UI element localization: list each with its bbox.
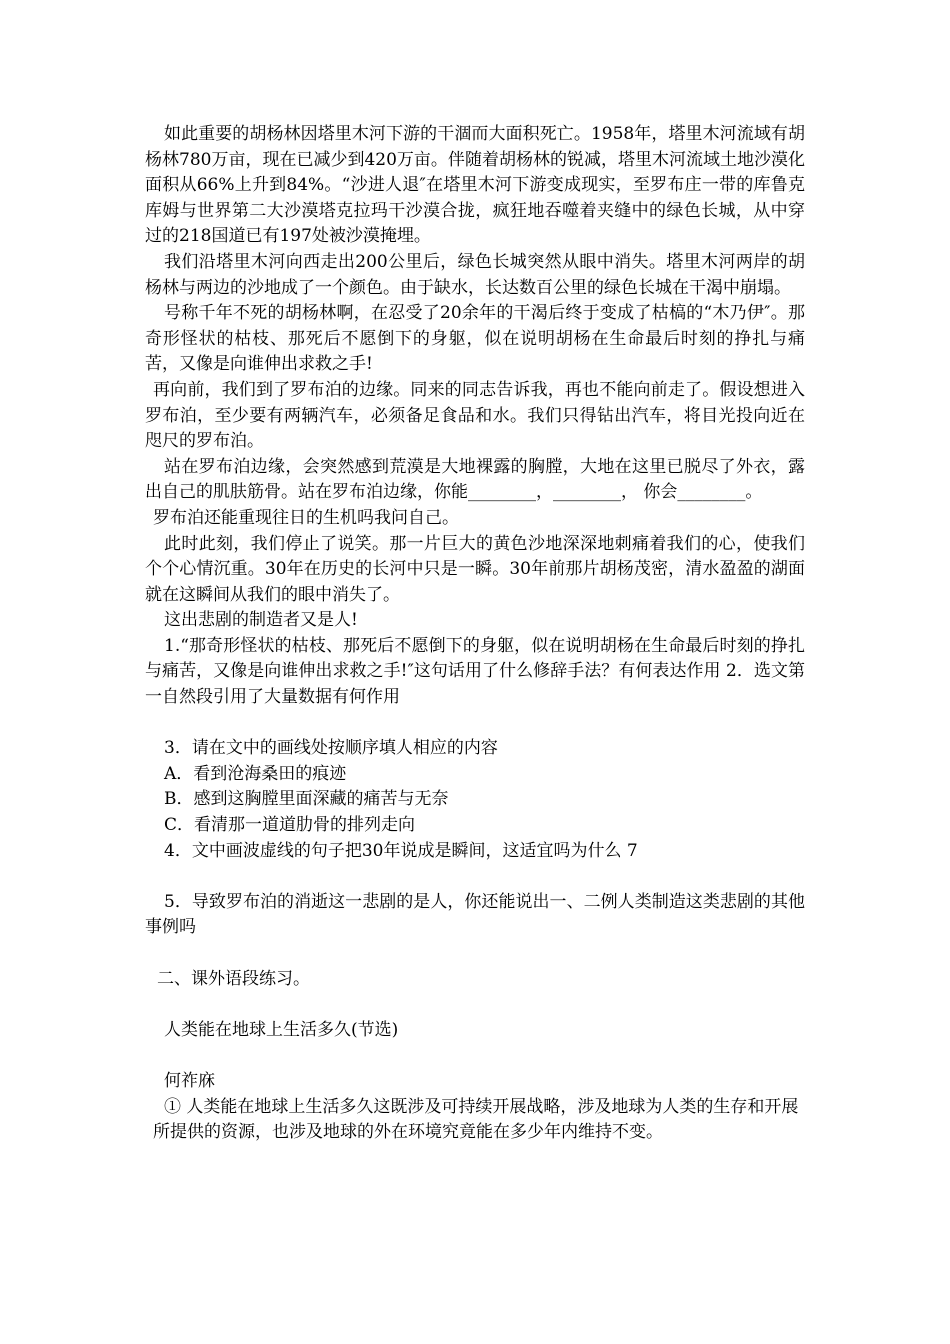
paragraph-green-wall-collapse: 我们沿塔里木河向西走出200公里后，绿色长城突然从眼中消失。塔里木河两岸的胡杨林与两边的沙地成了一个颜色。由于缺水，长达数百公里的绿色长城在干渴中崩塌。 xyxy=(145,251,805,298)
option-a: A．看到沧海桑田的痕迹 xyxy=(164,763,347,784)
spacer xyxy=(145,864,805,890)
option-c: C．看清那一道道肋骨的排列走向 xyxy=(164,815,416,836)
spacer xyxy=(145,1043,805,1069)
question-4: 4．文中画波虚线的句子把30年说成是瞬间，这适宜吗为什么 7 xyxy=(164,840,638,861)
article-paragraph-1-continued: 所提供的资源，也涉及地球的外在环境究竟能在多少年内维持不变。 xyxy=(153,1122,663,1143)
spacer xyxy=(145,941,805,967)
document-page xyxy=(145,122,805,1146)
option-b: B．感到这胸膛里面深藏的痛苦与无奈 xyxy=(164,789,449,810)
spacer xyxy=(145,992,805,1018)
question-1-2: 1.“那奇形怪状的枯枝、那死后不愿倒下的身躯，似在说明胡杨在生命最后时刻的挣扎与痛苦，又像是向谁伸出求救之手!″这句话用了什么修辞手法？有何表达作用 2．选文第一自然段引用了大量数据有何作用 xyxy=(145,635,805,708)
paragraph-tragedy: 这出悲剧的制造者又是人! xyxy=(164,610,358,631)
article-title: 人类能在地球上生活多久(节选) xyxy=(164,1019,399,1040)
question-5: 5．导致罗布泊的消逝这一悲剧的是人，你还能说出一、二例人类制造这类悲剧的其他事例吗 xyxy=(145,891,805,938)
paragraph-silence: 此时此刻，我们停止了说笑。那一片巨大的黄色沙地深深地刺痛着我们的心，使我们个个心情沉重。30年在历史的长河中只是一瞬。30年前那片胡杨茂密，清水盈盈的湖面就在这瞬间从我们的眼中消失了。 xyxy=(145,533,805,605)
paragraph-blanks: 站在罗布泊边缘，会突然感到荒漠是大地裸露的胸膛，大地在这里已脱尽了外衣，露出自己的肌肤筋骨。站在罗布泊边缘，你能________，________， 你会________。 xyxy=(145,456,805,503)
question-3: 3．请在文中的画线处按顺序填人相应的内容 xyxy=(164,738,498,759)
section-heading: 二、课外语段练习。 xyxy=(157,968,310,989)
article-author: 何祚庥 xyxy=(164,1070,215,1091)
paragraph-lop-nur-edge: 再向前，我们到了罗布泊的边缘。同来的同志告诉我，再也不能向前走了。假设想进入罗布泊，至少要有两辆汽车，必须备足食品和水。我们只得钻出汽车，将目光投向近在咫尺的罗布泊。 xyxy=(145,379,805,452)
article-paragraph-1: ① 人类能在地球上生活多久这既涉及可持续开展战略，涉及地球为人类的生存和开展 xyxy=(164,1096,799,1117)
spacer xyxy=(145,711,805,737)
paragraph-mummy: 号称千年不死的胡杨林啊，在忍受了20余年的干渴后终于变成了枯槁的“木乃伊″。那奇形怪状的枯枝、那死后不愿倒下的身躯，似在说明胡杨在生命最后时刻的挣扎与痛苦，又像是向谁伸出求救之手! xyxy=(145,303,805,375)
paragraph-populus-death: 如此重要的胡杨林因塔里木河下游的干涸而大面积死亡。1958年，塔里木河流域有胡杨林780万亩，现在已减少到420万亩。伴随着胡杨林的锐减，塔里木河流域土地沙漠化面积从66%上升到84%。“沙进人退″在塔里木河下游变成现实，至罗布庄一带的库鲁克库姆与世界第二大沙漠塔克拉玛干沙漠合拢，疯狂地吞噬着夹缝中的绿色长城，从中穿过的218国道已有197处被沙漠掩埋。 xyxy=(145,124,805,247)
paragraph-question-self: 罗布泊还能重现往日的生机吗我问自己。 xyxy=(153,507,459,528)
